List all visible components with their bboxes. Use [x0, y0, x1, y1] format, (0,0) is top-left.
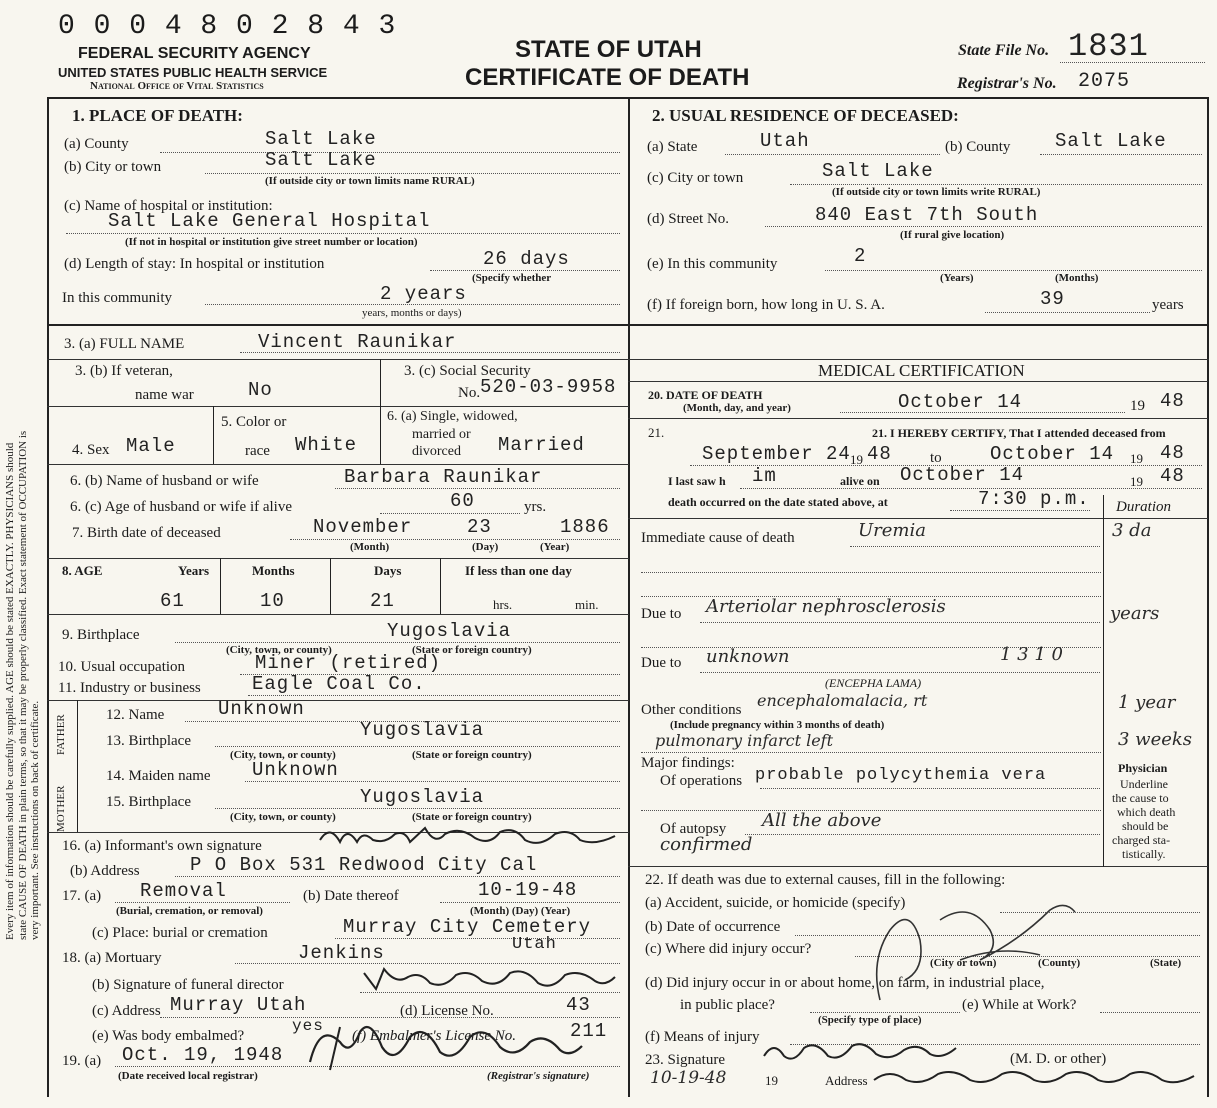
dot-line [205, 304, 620, 305]
burial-label: 17. (a) [62, 888, 102, 904]
age-min: min. [575, 597, 599, 612]
marital-sub2: divorced [412, 444, 461, 459]
registrar-sig-note: (Registrar's signature) [487, 1070, 590, 1082]
duration-2: years [1110, 603, 1160, 624]
residence-county-label: (b) County [945, 139, 1011, 155]
ss-number: 520-03-9958 [480, 376, 617, 398]
residence-foreign: 39 [1040, 288, 1065, 310]
dot-line [290, 539, 620, 540]
dot-line [760, 788, 1100, 789]
physician-scrawl [850, 900, 1090, 1010]
burial: Removal [140, 880, 227, 902]
ss-label: 3. (c) Social Security [404, 363, 531, 379]
mother-bp-state-note: (State or foreign country) [412, 811, 532, 823]
duration-label: Duration [1116, 499, 1172, 515]
dot-line [205, 173, 620, 174]
director-signature [360, 963, 620, 995]
age-days: 21 [370, 590, 395, 612]
external-f: (f) Means of injury [645, 1029, 760, 1045]
residence-street-label: (d) Street No. [647, 211, 730, 227]
dot-line [700, 672, 1100, 673]
physician-note-1: Physician [1118, 761, 1168, 775]
signature-label: 23. Signature [645, 1052, 725, 1068]
external-d2: in public place? [680, 997, 775, 1013]
father-tag: FATHER [55, 714, 67, 755]
birthplace-city-note: (City, town, or county) [226, 644, 332, 656]
rule-before-age [47, 558, 629, 559]
external-heading: 22. If death was due to external causes, fill in the following: [645, 872, 1006, 888]
physician-note-3: the cause to [1112, 791, 1169, 805]
sex-label: 4. Sex [72, 442, 110, 458]
marital-label: 6. (a) Single, widowed, [387, 409, 518, 424]
attended-from: September 24 [702, 443, 851, 465]
rule-after-veteran [47, 406, 629, 407]
address2: Murray Utah [170, 994, 307, 1016]
place-hospital-note: (If not in hospital or institution give street number or location) [125, 236, 418, 248]
duration-3: 1 year [1118, 692, 1176, 713]
age-label: 8. AGE [62, 563, 103, 578]
stamp-number: 0 0 0 4 8 0 2 8 4 3 [58, 11, 397, 42]
autopsy: All the above [762, 810, 882, 831]
dot-line [335, 488, 620, 489]
race: White [295, 434, 358, 456]
mother-birthplace: Yugoslavia [360, 786, 485, 808]
external-c: (c) Where did injury occur? [645, 941, 812, 957]
marital-sub1: married or [412, 427, 471, 442]
dot-line [380, 513, 520, 514]
place-community-note: years, months or days) [362, 307, 462, 319]
marital: Married [498, 434, 585, 456]
other-conditions-2: pulmonary infarct left [655, 731, 834, 750]
dot-line [175, 876, 620, 877]
place-stay: 26 days [483, 248, 570, 270]
physician-note-5: should be [1122, 819, 1169, 833]
age-lessday-header: If less than one day [465, 563, 572, 578]
agency-name: FEDERAL SECURITY AGENCY [78, 45, 311, 62]
external-c-state: (State) [1150, 957, 1182, 969]
physician-note-4: which death [1117, 805, 1176, 819]
residence-city-note: (If outside city or town limits write RURAL) [832, 186, 1041, 198]
burial-date-label: (b) Date thereof [303, 888, 399, 904]
received-label: 19. (a) [62, 1053, 102, 1069]
mother-tag: MOTHER [55, 785, 67, 832]
rule-after-industry [47, 700, 629, 701]
from-year-prefix: 19 [850, 452, 863, 467]
state-title: STATE OF UTAH [515, 36, 702, 63]
dot-line [641, 752, 1101, 753]
dot-line [1100, 1012, 1200, 1013]
place-hospital: Salt Lake General Hospital [108, 210, 431, 232]
emb-license-label: (f) Embalmer's License No. [352, 1028, 517, 1044]
dot-line [335, 938, 620, 939]
dot-line [215, 808, 620, 809]
mother-name-label: 14. Maiden name [106, 768, 211, 784]
full-name: Vincent Raunikar [258, 331, 457, 353]
burial-place: Murray City Cemetery [343, 916, 592, 938]
dot-line [745, 834, 1100, 835]
dod: October 14 [898, 391, 1023, 413]
physician-address-scrawl [870, 1064, 1200, 1088]
dot-line [440, 902, 620, 903]
due2-label: Due to [641, 655, 682, 671]
address-label: Address [825, 1073, 868, 1088]
margin-instructions: Every item of information should be carefully supplied. AGE should be stated EXACTLY. PHYSICIANS should state CAUSE OF DEATH in plain terms, so that it may be properly classified. Exact statement of OCCUPATION is very important. See instructions on back of certificate. [4, 430, 42, 940]
spouse-age: 60 [450, 490, 475, 512]
external-d: (d) Did injury occur in or about home, on farm, in industrial place, [645, 975, 1045, 991]
burial-place-label: (c) Place: burial or cremation [92, 925, 268, 941]
office-name: National Office of Vital Statistics [90, 80, 264, 92]
immediate-label: Immediate cause of death [641, 530, 795, 546]
autopsy-label: Of autopsy [660, 821, 727, 837]
external-a: (a) Accident, suicide, or homicide (specify) [645, 895, 906, 911]
industry-label: 11. Industry or business [58, 680, 201, 696]
medical-heading: MEDICAL CERTIFICATION [818, 361, 1025, 380]
rule-age-split2 [330, 558, 331, 614]
external-d-specify: (Specify type of place) [818, 1014, 922, 1026]
due2-cause: unknown [706, 646, 790, 667]
place-county-label: (a) County [64, 136, 129, 152]
due1-cause: Arteriolar nephrosclerosis [706, 596, 946, 617]
dot-line [790, 184, 1202, 185]
birthplace-label: 9. Birthplace [62, 627, 140, 643]
age-hrs: hrs. [493, 597, 513, 612]
operations: probable polycythemia vera [755, 766, 1047, 785]
dot-line [1040, 154, 1202, 155]
duration-4: 3 weeks [1118, 729, 1193, 750]
place-city: Salt Lake [265, 149, 377, 171]
ss-no-label: No. [458, 385, 481, 401]
father-bp-state-note: (State or foreign country) [412, 749, 532, 761]
address2-label: (c) Address [92, 1003, 161, 1019]
registrar-value: 2075 [1078, 70, 1131, 93]
registrar-signature [300, 1012, 590, 1072]
rule-after-name [47, 359, 1209, 360]
dot-line [810, 1012, 960, 1013]
dod-label: 20. DATE OF DEATH [648, 388, 763, 402]
race-label: 5. Color or [221, 414, 287, 430]
dot-line [66, 233, 620, 234]
residence-community-label: (e) In this community [647, 256, 778, 272]
due1-label: Due to [641, 606, 682, 622]
place-community-label: In this community [62, 290, 172, 306]
birth-year-note: (Year) [540, 541, 570, 553]
alive-year: 48 [1160, 465, 1185, 487]
occupation: Miner (retired) [255, 652, 442, 674]
place-city-label: (b) City or town [64, 159, 162, 175]
father-birthplace-label: 13. Birthplace [106, 733, 191, 749]
place-heading: 1. PLACE OF DEATH: [72, 106, 243, 125]
dot-line [240, 352, 620, 353]
occupation-label: 10. Usual occupation [58, 659, 186, 675]
service-name: UNITED STATES PUBLIC HEALTH SERVICE [58, 65, 328, 80]
informant-signature [315, 820, 625, 856]
spouse-age-unit: yrs. [524, 499, 547, 515]
due2-code: 1 3 1 0 [1000, 644, 1063, 665]
dot-line [115, 902, 290, 903]
occurred-label: death occurred on the date stated above, at [668, 495, 888, 509]
external-c-county: (County) [1038, 957, 1081, 969]
rule-after-cert [628, 518, 1208, 519]
age-months-header: Months [252, 563, 295, 578]
birthplace-state-note: (State or foreign country) [412, 644, 532, 656]
state-file-line [1060, 62, 1205, 63]
place-city-note: (If outside city or town limits name RURAL) [265, 175, 475, 187]
father-birthplace: Yugoslavia [360, 719, 485, 741]
age-days-header: Days [374, 563, 402, 578]
physician-note-6: charged sta- [1112, 833, 1171, 847]
certify-num: 21. [648, 425, 665, 440]
residence-street: 840 East 7th South [815, 204, 1039, 226]
residence-heading: 2. USUAL RESIDENCE OF DECEASED: [652, 106, 959, 125]
birth-day: 23 [467, 516, 492, 538]
rule-after-age [47, 614, 629, 615]
mother-birthplace-label: 15. Birthplace [106, 794, 191, 810]
age-years-header: Years [178, 563, 210, 578]
dot-line [825, 270, 1202, 271]
veteran-label: 3. (b) If veteran, [75, 363, 173, 379]
rule-after-residence [628, 324, 1208, 326]
sex: Male [126, 435, 176, 457]
rule-sex-split2 [380, 406, 381, 464]
dod-year: 48 [1160, 390, 1185, 412]
embalmed-label: (e) Was body embalmed? [92, 1028, 245, 1044]
residence-months-note: (Months) [1055, 272, 1099, 284]
external-e: (e) While at Work? [962, 997, 1077, 1013]
residence-community: 2 [854, 245, 867, 267]
emb-license: 211 [570, 1020, 608, 1042]
place-community: 2 years [380, 283, 467, 305]
alive-on: October 14 [900, 464, 1025, 486]
rule-veteran-split [380, 359, 381, 407]
license-label: (d) License No. [400, 1003, 494, 1019]
physician-signature [760, 1036, 960, 1066]
place-stay-label: (d) Length of stay: In hospital or institution [64, 256, 325, 272]
mortuary-label: 18. (a) Mortuary [62, 950, 162, 966]
to-year: 48 [1160, 442, 1185, 464]
rule-after-dod [628, 418, 1208, 419]
major-label: Major findings: [641, 755, 735, 771]
dot-line [725, 154, 940, 155]
residence-foreign-label: (f) If foreign born, how long in U. S. A. [647, 297, 885, 313]
informant-address: P O Box 531 Redwood City Cal [190, 854, 538, 876]
registrar-label: Registrar's No. [957, 75, 1057, 92]
duration-1: 3 da [1112, 520, 1152, 541]
father-bp-city-note: (City, town, or county) [230, 749, 336, 761]
informant-address-label: (b) Address [70, 863, 140, 879]
frame-right [1207, 97, 1209, 1097]
external-c-city: (City or town) [930, 957, 997, 969]
residence-state: Utah [760, 130, 810, 152]
received-date: Oct. 19, 1948 [122, 1044, 284, 1066]
industry: Eagle Coal Co. [252, 673, 426, 695]
certificate-title: CERTIFICATE OF DEATH [465, 64, 750, 91]
dot-line [641, 572, 1101, 573]
veteran: No [248, 379, 273, 401]
dot-line [740, 488, 1202, 489]
birthplace: Yugoslavia [387, 620, 512, 642]
from-year: 48 [867, 443, 892, 465]
burial-date-notes: (Month) (Day) (Year) [470, 905, 571, 917]
rule-after-sex [47, 464, 629, 465]
immediate-cause: Uremia [858, 520, 926, 541]
certify-label: 21. I HEREBY CERTIFY, That I attended deceased from [872, 426, 1166, 440]
birth-label: 7. Birth date of deceased [72, 525, 221, 541]
dot-line [215, 746, 620, 747]
state-file-label: State File No. [958, 42, 1050, 59]
license: 43 [566, 994, 591, 1016]
alive-label: alive on [840, 474, 880, 488]
race-sub: race [245, 443, 270, 459]
residence-city: Salt Lake [822, 160, 934, 182]
father-name-label: 12. Name [106, 707, 165, 723]
age-months: 10 [260, 590, 285, 612]
residence-county: Salt Lake [1055, 130, 1167, 152]
rule-after-place [47, 324, 629, 326]
director-label: (b) Signature of funeral director [92, 977, 284, 993]
md-label: (M. D. or other) [1010, 1051, 1107, 1067]
birth-month: November [313, 516, 413, 538]
to-year-prefix: 19 [1130, 451, 1143, 466]
dot-line [950, 510, 1090, 511]
dot-line [160, 152, 620, 153]
dot-line [248, 695, 620, 696]
death-time: 7:30 p.m. [978, 488, 1090, 510]
other-conditions: encephalomalacia, rt [757, 691, 928, 710]
sign-year-prefix: 19 [765, 1073, 778, 1088]
frame-middle [628, 97, 630, 1097]
encephal-note: (ENCEPHA LAMA) [825, 676, 922, 690]
residence-years-note: (Years) [940, 272, 974, 284]
rule-sex-split1 [213, 406, 214, 464]
rule-med-heading [628, 381, 1208, 382]
birth-day-note: (Day) [472, 541, 499, 553]
spouse-label: 6. (b) Name of husband or wife [70, 473, 259, 489]
residence-street-note: (If rural give location) [900, 229, 1005, 241]
dod-note: (Month, day, and year) [683, 402, 791, 414]
birth-year: 1886 [560, 516, 610, 538]
residence-city-label: (c) City or town [647, 170, 744, 186]
physician-note-7: tistically. [1122, 847, 1166, 861]
veteran-sub: name war [135, 387, 194, 403]
dot-line [850, 546, 1100, 547]
residence-state-label: (a) State [647, 139, 698, 155]
residence-foreign-unit: years [1152, 297, 1184, 313]
other-label: Other conditions [641, 702, 742, 718]
spouse-age-label: 6. (c) Age of husband or wife if alive [70, 499, 293, 515]
alive-year-prefix: 19 [1130, 474, 1143, 489]
date-signed: 10-19-48 [650, 1068, 727, 1088]
other-note: (Include pregnancy within 3 months of death) [670, 719, 885, 731]
mother-name: Unknown [252, 759, 339, 781]
father-name: Unknown [218, 698, 305, 720]
informant-sig-label: 16. (a) Informant's own signature [62, 838, 262, 854]
place-hospital-label: (c) Name of hospital or institution: [64, 198, 273, 214]
rule-parents-bracket [77, 700, 78, 832]
dot-line [360, 992, 620, 993]
rule-age-split3 [440, 558, 441, 614]
full-name-label: 3. (a) FULL NAME [64, 336, 185, 352]
to-label: to [930, 450, 942, 466]
external-b: (b) Date of occurrence [645, 919, 781, 935]
received-note: (Date received local registrar) [118, 1070, 258, 1082]
dot-line [985, 312, 1150, 313]
mortuary: Jenkins [298, 942, 385, 964]
frame-left [47, 97, 49, 1097]
place-stay-note: (Specify whether [472, 272, 552, 284]
birth-month-note: (Month) [350, 541, 390, 553]
state-file-value: 1831 [1068, 28, 1149, 65]
rule-age-split1 [220, 558, 221, 614]
rule-before-external [628, 866, 1208, 867]
burial-note: (Burial, cremation, or removal) [116, 905, 263, 917]
autopsy-2: confirmed [660, 834, 753, 855]
dot-line [700, 622, 1100, 623]
mortuary-state: Utah [512, 935, 557, 954]
last-seen-label: I last saw h [668, 474, 726, 488]
physician-note-2: Underline [1120, 777, 1168, 791]
mother-bp-city-note: (City, town, or county) [230, 811, 336, 823]
dot-line [765, 226, 1202, 227]
operations-label: Of operations [660, 773, 743, 789]
embalmed: yes [292, 1017, 324, 1035]
last-seen: im [752, 465, 777, 487]
dot-line [430, 270, 620, 271]
attended-to: October 14 [990, 443, 1115, 465]
spouse: Barbara Raunikar [344, 466, 543, 488]
dot-line [245, 781, 620, 782]
rule-duration-col [1103, 495, 1104, 867]
dod-year-prefix: 19 [1130, 398, 1145, 414]
burial-date: 10-19-48 [478, 879, 578, 901]
age-years: 61 [160, 590, 185, 612]
dot-line [840, 412, 1125, 413]
place-county: Salt Lake [265, 128, 377, 150]
dot-line [175, 642, 620, 643]
